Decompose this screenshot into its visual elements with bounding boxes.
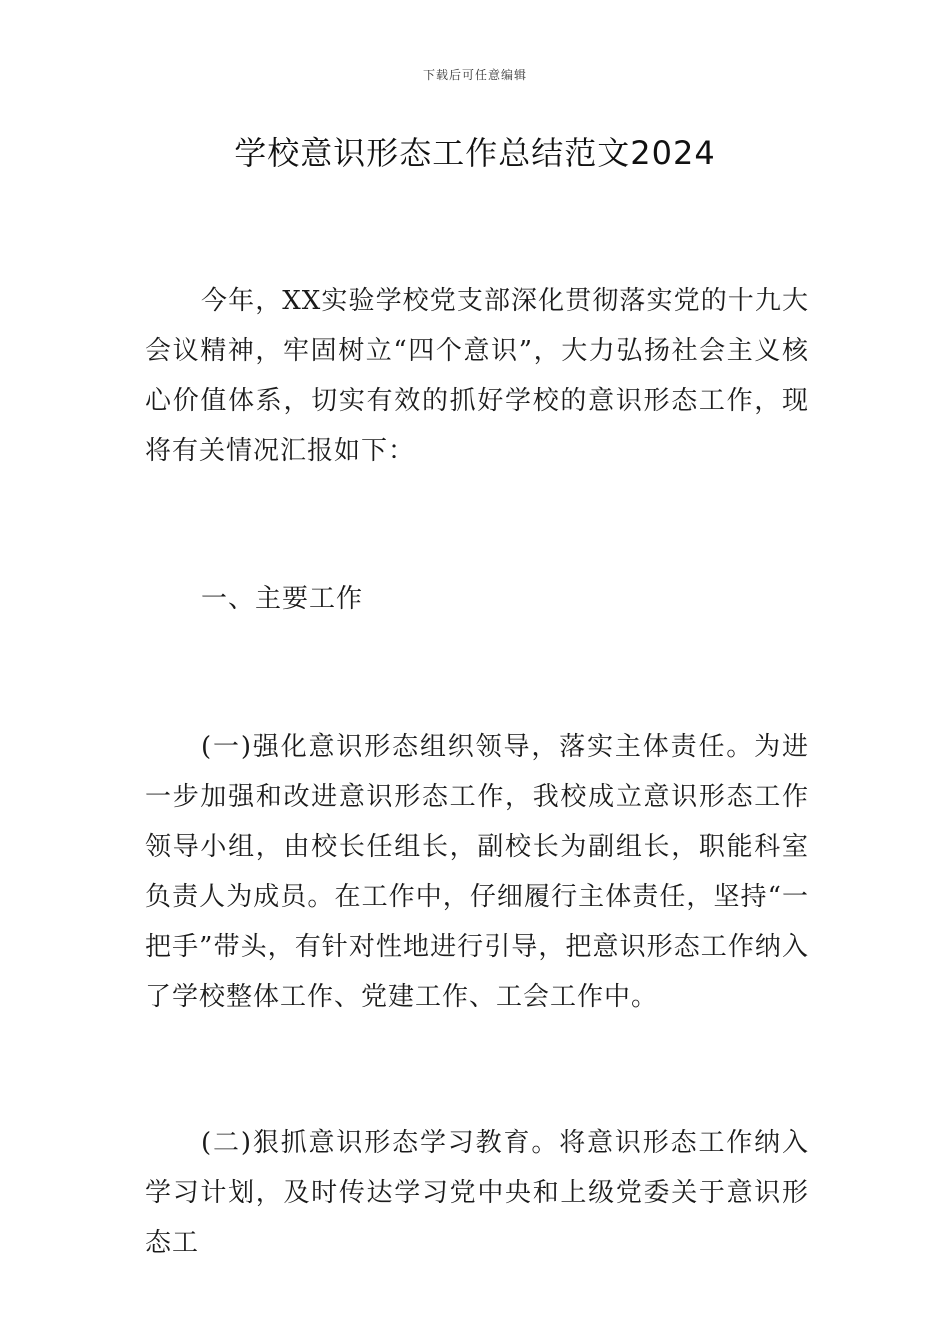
document-title: 学校意识形态工作总结范文2024 xyxy=(234,134,716,172)
intro-paragraph: 今年，XX实验学校党支部深化贯彻落实党的十九大会议精神，牢固树立“四个意识”，大力弘扬社会主义核心价值体系，切实有效的抓好学校的意识形态工作，现将有关情况汇报如下： xyxy=(145,286,809,466)
header-note: 下载后可任意编辑 xyxy=(422,68,527,82)
section-heading-main-work: 一、主要工作 xyxy=(201,584,364,614)
section-2-paragraph: (二)狠抓意识形态学习教育。将意识形态工作纳入学习计划，及时传达学习党中央和上级党委关于意识形态工 xyxy=(145,1128,809,1258)
section-1-paragraph: (一)强化意识形态组织领导，落实主体责任。为进一步加强和改进意识形态工作，我校成立意识形态工作领导小组，由校长任组长，副校长为副组长，职能科室负责人为成员。在工作中，仔细履行主体责任，坚持“一把手”带头，有针对性地进行引导，把意识形态工作纳入了学校整体工作、党建工作、工会工作中。 xyxy=(145,732,809,1012)
